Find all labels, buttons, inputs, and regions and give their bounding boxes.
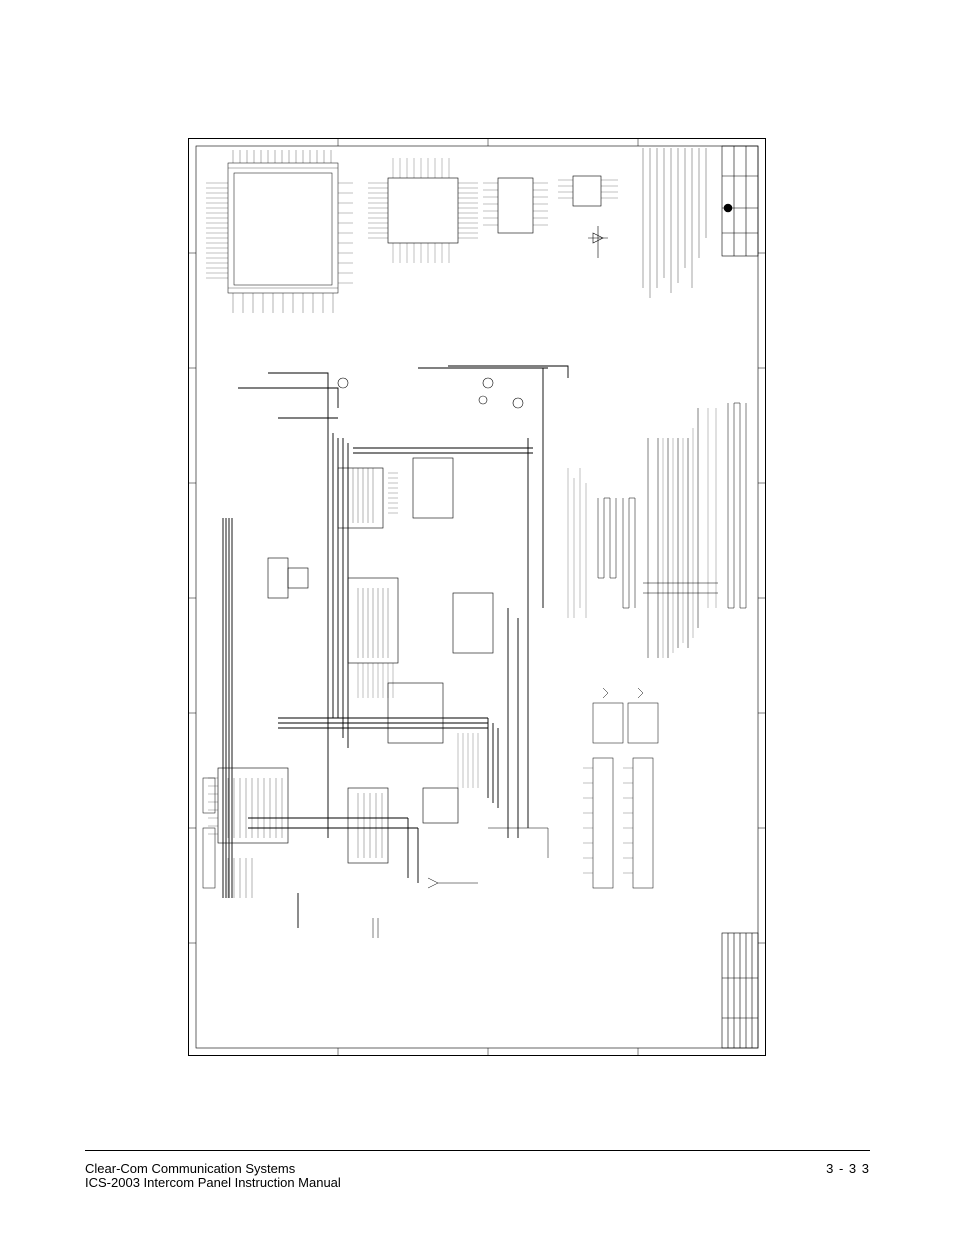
schematic-drawing [188, 138, 766, 1056]
footer-divider [85, 1150, 870, 1151]
footer-manual-title: ICS-2003 Intercom Panel Instruction Manual [85, 1175, 341, 1190]
footer-info [85, 1162, 341, 1190]
page-number: 3 - 3 3 [826, 1161, 870, 1176]
footer-company: Clear-Com Communication Systems [85, 1161, 296, 1176]
